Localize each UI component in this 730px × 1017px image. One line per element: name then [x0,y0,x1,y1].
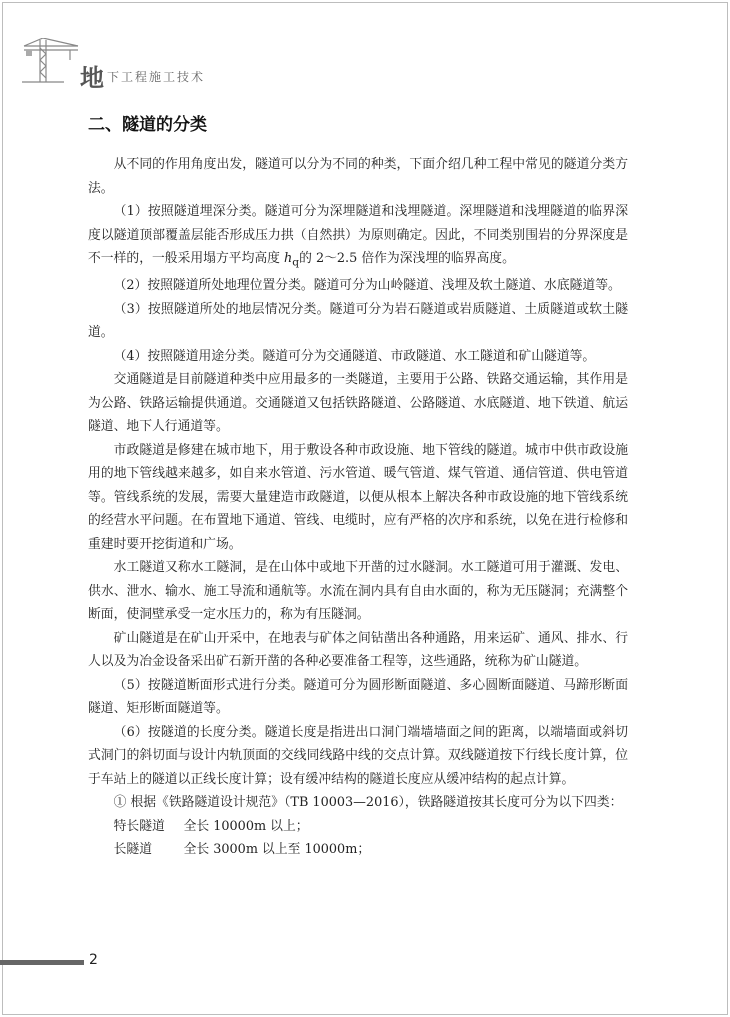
paragraph: 从不同的作用角度出发，隧道可以分为不同的种类，下面介绍几种工程中常见的隧道分类方法。 [88,157,628,196]
paragraph [88,200,628,274]
crane-icon [20,38,80,88]
tunnel-type-name: 特长隧道 [113,818,165,834]
variable-h: h [284,251,293,266]
paragraph: （6）按隧道的长度分类。隧道长度是指进出口洞门端墙墙面之间的距离，以端墙面或斜切式洞门的斜切面与设计内轨顶面的交线同线路中线的交点计算。双线隧道按下行线长度计算，位于车站上的隧道以正线长度计算；设有缓冲结构的隧道长度应从缓冲结构的起点计算。 [88,724,628,787]
footer-bar [0,960,84,965]
paragraph: （2）按照隧道所处地理位置分类。隧道可分为山岭隧道、浅埋及软土隧道、水底隧道等。 [113,278,621,294]
page-number: 2 [89,952,98,968]
header-title-first-char: 地 [80,64,104,92]
paragraph: 交通隧道是目前隧道种类中应用最多的一类隧道，主要用于公路、铁路交通运输，其作用是为公路、铁路运输提供通道。交通隧道又包括铁路隧道、公路隧道、水底隧道、地下铁道、航运隧道、地下人行通道等。 [88,372,628,435]
tunnel-type-row [88,838,628,862]
header-title-rest: 下工程施工技术 [107,70,206,84]
paragraph: （5）按隧道断面形式进行分类。隧道可分为圆形断面隧道、多心圆断面隧道、马蹄形断面隧道、矩形断面隧道等。 [88,677,628,717]
paragraph-text-tail: 的 2～2.5 倍作为深浅埋的临界高度。 [299,251,515,266]
tunnel-type-name: 长隧道 [113,842,152,858]
variable-subscript: q [292,255,300,269]
paragraph: 市政隧道是修建在城市地下，用于敷设各种市政设施、地下管线的隧道。城市中供市政设施用的地下管线越来越多，如自来水管道、污水管道、暖气管道、煤气管道、通信管道、供电管道等。管线系统的发展，需要大量建造市政隧道，以便从根本上解决各种市政设施的地下管线系统的经营水平问题。在布置地下通道、管线、电缆时，应有严格的次序和系统，以免在进行检修和重建时要开挖街道和广场。 [88,442,628,552]
section-title: 二、隧道的分类 [88,115,207,135]
paragraph: 水工隧道又称水工隧洞，是在山体中或地下开凿的过水隧洞。水工隧道可用于灌溉、发电、供水、泄水、输水、施工导流和通航等。水流在洞内具有自由水面的，称为无压隧洞；充满整个断面，使洞壁承受一定水压力的，称为有压隧洞。 [88,560,628,623]
paragraph-text: （1）按照隧道埋深分类。隧道可分为深埋隧道和浅埋隧道。深埋隧道和浅埋隧道的临界深度以隧道顶部覆盖层能否形成压力拱（自然拱）为原则确定。因此，不同类别围岩的分界深度是不一样的，一般采用塌方平均高度 [88,204,628,266]
paragraph: ① 根据《铁路隧道设计规范》（TB 10003—2016），铁路隧道按其长度可分为以下四类： [113,795,623,811]
tunnel-type-desc: 全长 3000m 以上至 10000m； [183,842,371,858]
paragraph: （4）按照隧道用途分类。隧道可分为交通隧道、市政隧道、水工隧道和矿山隧道等。 [113,348,596,364]
tunnel-type-row [88,815,628,839]
running-header [20,38,420,94]
tunnel-type-desc: 全长 10000m 以上； [183,818,309,834]
paragraph: （3）按照隧道所处的地层情况分类。隧道可分为岩石隧道或岩质隧道、土质隧道或软土隧道。 [88,301,628,341]
main-content [88,112,628,862]
paragraph: 矿山隧道是在矿山开采中，在地表与矿体之间钻凿出各种通路，用来运矿、通风、排水、行人以及为冶金设备采出矿石新开凿的各种必要准备工程等，这些通路，统称为矿山隧道。 [88,630,628,670]
